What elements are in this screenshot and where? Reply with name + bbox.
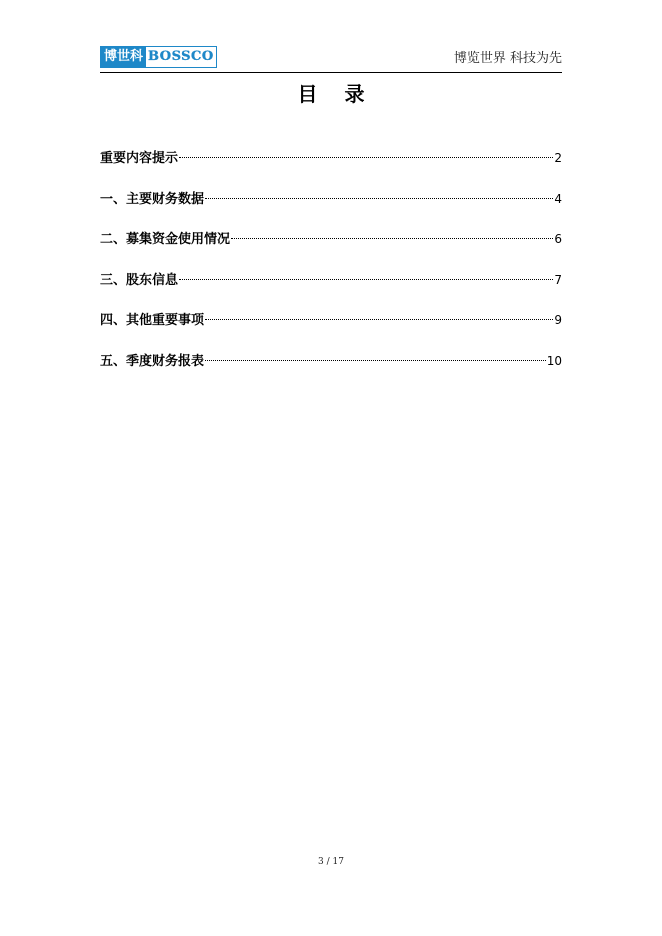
toc-entry-label: 二、募集资金使用情况	[100, 232, 231, 247]
toc-entry-page: 7	[554, 272, 562, 287]
table-of-contents	[100, 148, 562, 391]
toc-entry-page: 2	[554, 151, 562, 165]
logo-en-text: BOSSCO	[148, 49, 214, 64]
toc-leader-dots	[205, 198, 553, 199]
toc-leader-dots	[179, 279, 553, 280]
toc-leader-dots	[179, 157, 553, 158]
toc-entry-label: 三、股东信息	[100, 272, 179, 288]
toc-entry[interactable]	[100, 270, 562, 290]
toc-entry-page: 10	[546, 353, 562, 368]
logo-cn-text: 博世科	[101, 47, 146, 67]
company-logo	[100, 46, 217, 68]
toc-title: 目 录	[297, 82, 375, 106]
header-slogan: 博览世界 科技为先	[453, 51, 562, 66]
toc-entry[interactable]	[100, 351, 562, 371]
toc-leader-dots	[205, 319, 553, 320]
toc-entry[interactable]	[100, 189, 562, 209]
toc-entry-page: 9	[554, 313, 562, 327]
page-header	[100, 44, 562, 73]
toc-entry-label: 一、主要财务数据	[100, 191, 205, 207]
toc-entry-page: 4	[554, 191, 562, 206]
toc-entry-label: 五、季度财务报表	[100, 353, 205, 369]
toc-leader-dots	[231, 238, 553, 239]
toc-entry-label: 重要内容提示	[100, 151, 179, 166]
toc-entry[interactable]	[100, 229, 562, 249]
toc-entry-label: 四、其他重要事项	[100, 313, 205, 328]
page-number: 3 / 17	[318, 857, 344, 867]
toc-leader-dots	[205, 360, 546, 361]
toc-entry[interactable]	[100, 310, 562, 330]
toc-entry-page: 6	[554, 232, 562, 246]
toc-entry[interactable]	[100, 148, 562, 168]
